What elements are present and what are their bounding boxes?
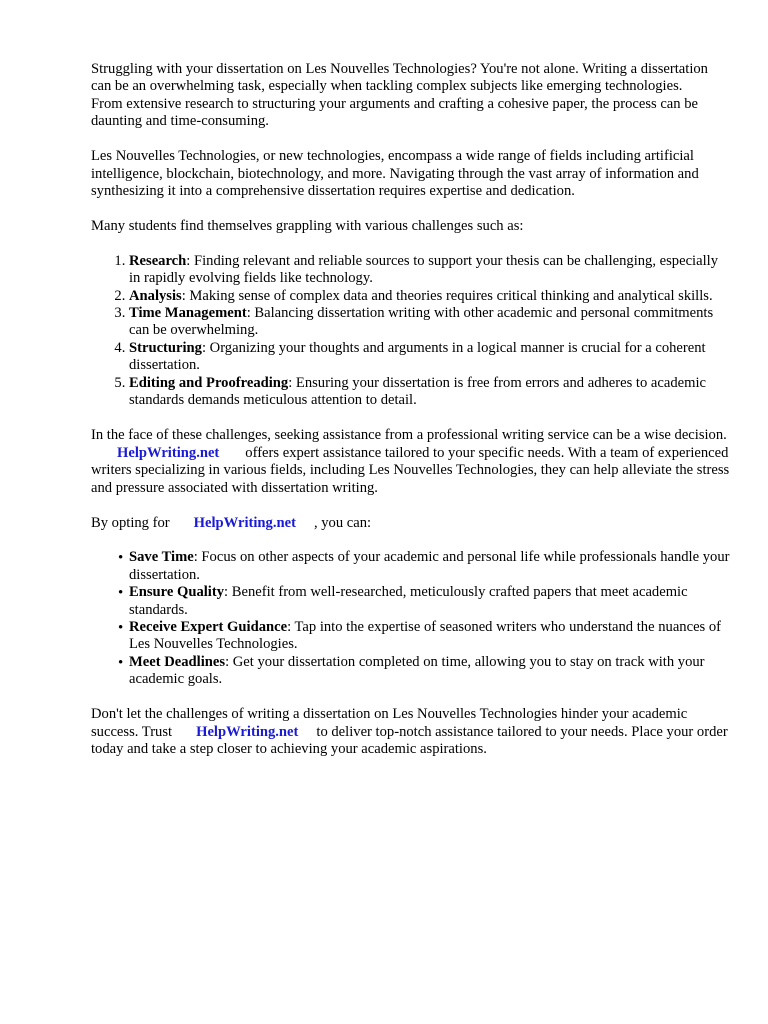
benefit-item — [118, 549, 731, 584]
challenge-text: : Balancing dissertation writing with other academic and personal commitments can be overwhelming. — [129, 304, 714, 339]
challenge-text: : Ensuring your dissertation is free from errors and adheres to academic standards demands meticulous attention to detail. — [129, 374, 707, 408]
helpwriting-link[interactable]: HelpWriting.net — [193, 514, 296, 531]
challenge-item — [129, 253, 731, 288]
benefit-item — [118, 619, 731, 654]
benefit-item — [118, 653, 731, 689]
benefit-text: : Tap into the expertise of seasoned writers who understand the nuances of Les Nouvelles Technologies. — [129, 619, 722, 653]
challenge-item — [129, 340, 731, 375]
challenge-text: : Organizing your thoughts and arguments in a logical manner is crucial for a coherent dissertation. — [129, 339, 706, 374]
benefit-text: : Focus on other aspects of your academic and personal life while professionals handle your dissertation. — [129, 549, 730, 583]
document-page — [91, 61, 731, 776]
helpwriting-link[interactable]: HelpWriting.net — [196, 723, 299, 740]
closing-paragraph — [91, 706, 731, 758]
challenge-title: Research — [129, 252, 187, 269]
helpwriting-link[interactable]: HelpWriting.net — [117, 444, 220, 461]
challenge-item — [129, 375, 731, 410]
challenge-text: : Making sense of complex data and theories requires critical thinking and analytical skills. — [181, 287, 713, 304]
benefit-item — [118, 584, 731, 619]
benefit-text: : Benefit from well-researched, meticulously crafted papers that meet academic standards. — [129, 584, 688, 618]
closing-text-before: Don't let the challenges of writing a dissertation on Les Nouvelles Technologies hinder your academic success. Trust — [91, 706, 688, 740]
intro-paragraph-1: Struggling with your dissertation on Les Nouvelles Technologies? You're not alone. Writing a dissertation can be an overwhelming task, especially when tackling complex subjects like emerging technologies. From extensive research to structuring your arguments and crafting a cohesive paper, the process can be daunting and time-consuming. — [91, 61, 708, 130]
assistance-text-after: offers expert assistance tailored to your specific needs. With a team of experienced writers specializing in various fields, including Les Nouvelles Technologies, they can help alleviate the stress and pressure associated with dissertation writing. — [91, 444, 730, 496]
opting-text-before: By opting for — [91, 514, 170, 531]
bullet-icon: • — [118, 585, 124, 602]
intro-paragraph-3: Many students find themselves grappling with various challenges such as: — [91, 217, 524, 234]
bullet-icon: • — [118, 620, 124, 637]
challenge-title: Editing and Proofreading — [129, 374, 289, 391]
bullet-icon: • — [118, 550, 124, 567]
benefit-text: : Get your dissertation completed on time, allowing you to stay on track with your academic goals. — [129, 653, 705, 688]
benefit-title: Meet Deadlines — [129, 653, 226, 670]
assistance-paragraph — [91, 427, 731, 497]
assistance-text-before: In the face of these challenges, seeking assistance from a professional writing service can be a wise decision. — [91, 427, 727, 444]
benefit-title: Receive Expert Guidance — [129, 619, 288, 636]
challenge-item — [129, 288, 731, 305]
challenge-title: Analysis — [129, 287, 182, 304]
closing-text-after: to deliver top-notch assistance tailored to your needs. Place your order today and take a step closer to achieving your academic aspirations. — [91, 723, 728, 757]
opting-paragraph — [91, 515, 731, 532]
challenge-title: Time Management — [129, 304, 247, 321]
challenge-text: : Finding relevant and reliable sources to support your thesis can be challenging, especially in rapidly evolving fields like technology. — [129, 252, 718, 287]
benefits-list — [91, 549, 731, 688]
benefit-title: Ensure Quality — [129, 584, 225, 601]
challenge-title: Structuring — [129, 339, 202, 356]
opting-text-after: , you can: — [313, 514, 372, 531]
intro-paragraph-2: Les Nouvelles Technologies, or new technologies, encompass a wide range of fields including artificial intelligence, blockchain, biotechnology, and more. Navigating through the vast array of information and synthesizing it into a comprehensive dissertation requires expertise and dedication. — [91, 148, 699, 199]
challenge-item — [129, 305, 731, 340]
bullet-icon: • — [118, 654, 124, 671]
challenges-list — [91, 253, 731, 410]
benefit-title: Save Time — [129, 549, 194, 566]
